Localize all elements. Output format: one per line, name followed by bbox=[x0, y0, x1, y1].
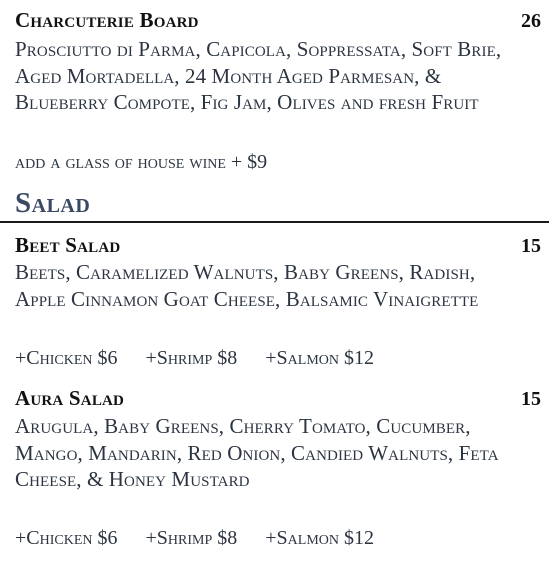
addon-salmon: +Salmon $12 bbox=[265, 347, 374, 369]
menu-item-header bbox=[15, 8, 541, 33]
section-divider bbox=[0, 221, 549, 223]
addon-shrimp: +Shrimp $8 bbox=[145, 347, 238, 369]
item-name: Charcuterie Board bbox=[15, 8, 199, 32]
item-price: 15 bbox=[521, 235, 541, 257]
item-name: Beet Salad bbox=[15, 233, 121, 257]
item-name: Aura Salad bbox=[15, 386, 125, 410]
item-price: 26 bbox=[521, 10, 541, 32]
section-title: Salad bbox=[15, 187, 91, 219]
item-note: add a glass of house wine + $9 bbox=[15, 151, 268, 173]
addon-shrimp: +Shrimp $8 bbox=[145, 527, 238, 549]
item-description: Prosciutto di Parma, Capicola, Soppressata, Soft Brie, Aged Mortadella, 24 Month Aged Parmesan, & Blueberry Compote, Fig Jam, Olives and fresh Fruit bbox=[15, 37, 502, 114]
item-description: Arugula, Baby Greens, Cherry Tomato, Cucumber, Mango, Mandarin, Red Onion, Candied Walnuts, Feta Cheese, & Honey Mustard bbox=[15, 414, 499, 491]
addon-chicken: +Chicken $6 bbox=[15, 527, 118, 549]
item-description: Beets, Caramelized Walnuts, Baby Greens, Radish, Apple Cinnamon Goat Cheese, Balsamic Vinaigrette bbox=[15, 260, 479, 311]
menu-item-header bbox=[15, 386, 541, 411]
addon-list bbox=[15, 527, 374, 550]
addon-list bbox=[15, 347, 374, 370]
menu-item-header bbox=[15, 233, 541, 258]
item-price: 15 bbox=[521, 388, 541, 410]
addon-salmon: +Salmon $12 bbox=[265, 527, 374, 549]
addon-chicken: +Chicken $6 bbox=[15, 347, 118, 369]
